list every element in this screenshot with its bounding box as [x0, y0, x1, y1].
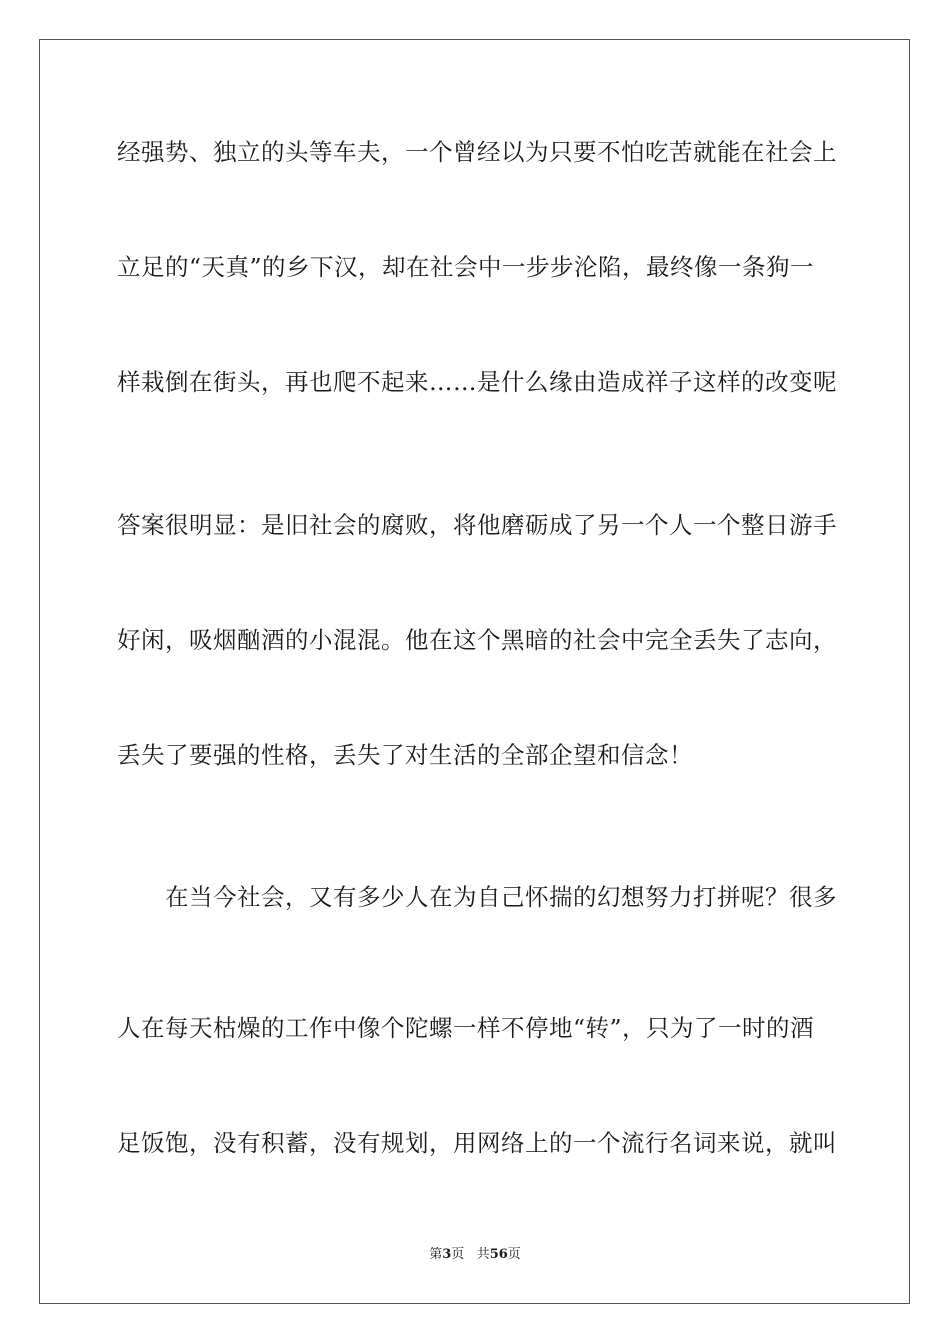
paragraph-line-8: 人在每天枯燥的工作中像个陀螺一样不停地“转”，只为了一时的酒: [117, 1014, 815, 1042]
total-pages: 56: [489, 1247, 508, 1262]
page-suffix: 页: [451, 1247, 465, 1262]
total-prefix: 共: [476, 1247, 490, 1262]
total-suffix: 页: [507, 1247, 521, 1262]
paragraph-line-9: 足饭饱，没有积蓄，没有规划，用网络上的一个流行名词来说，就叫: [117, 1129, 837, 1157]
paragraph-line-6: 丢失了要强的性格，丢失了对生活的全部企望和信念！: [117, 741, 693, 769]
paragraph-line-7: 在当今社会，又有多少人在为自己怀揣的幻想努力打拼呢？很多: [117, 883, 837, 911]
page-footer: [0, 1246, 950, 1264]
page-border: [39, 39, 910, 1304]
paragraph-line-5: 好闲，吸烟酗酒的小混混。他在这个黑暗的社会中完全丢失了志向，: [117, 626, 837, 654]
paragraph-line-3: 样栽倒在街头，再也爬不起来……是什么缘由造成祥子这样的改变呢: [117, 368, 837, 396]
paragraph-line-4: 答案很明显：是旧社会的腐败，将他磨砺成了另一个人一个整日游手: [117, 511, 837, 539]
page-number: 3: [442, 1247, 452, 1262]
paragraph-line-1: 经强势、独立的头等车夫，一个曾经以为只要不怕吃苦就能在社会上: [117, 138, 837, 166]
page-prefix: 第: [429, 1247, 443, 1262]
paragraph-line-2: 立足的“天真”的乡下汉，却在社会中一步步沦陷，最终像一条狗一: [117, 253, 815, 281]
